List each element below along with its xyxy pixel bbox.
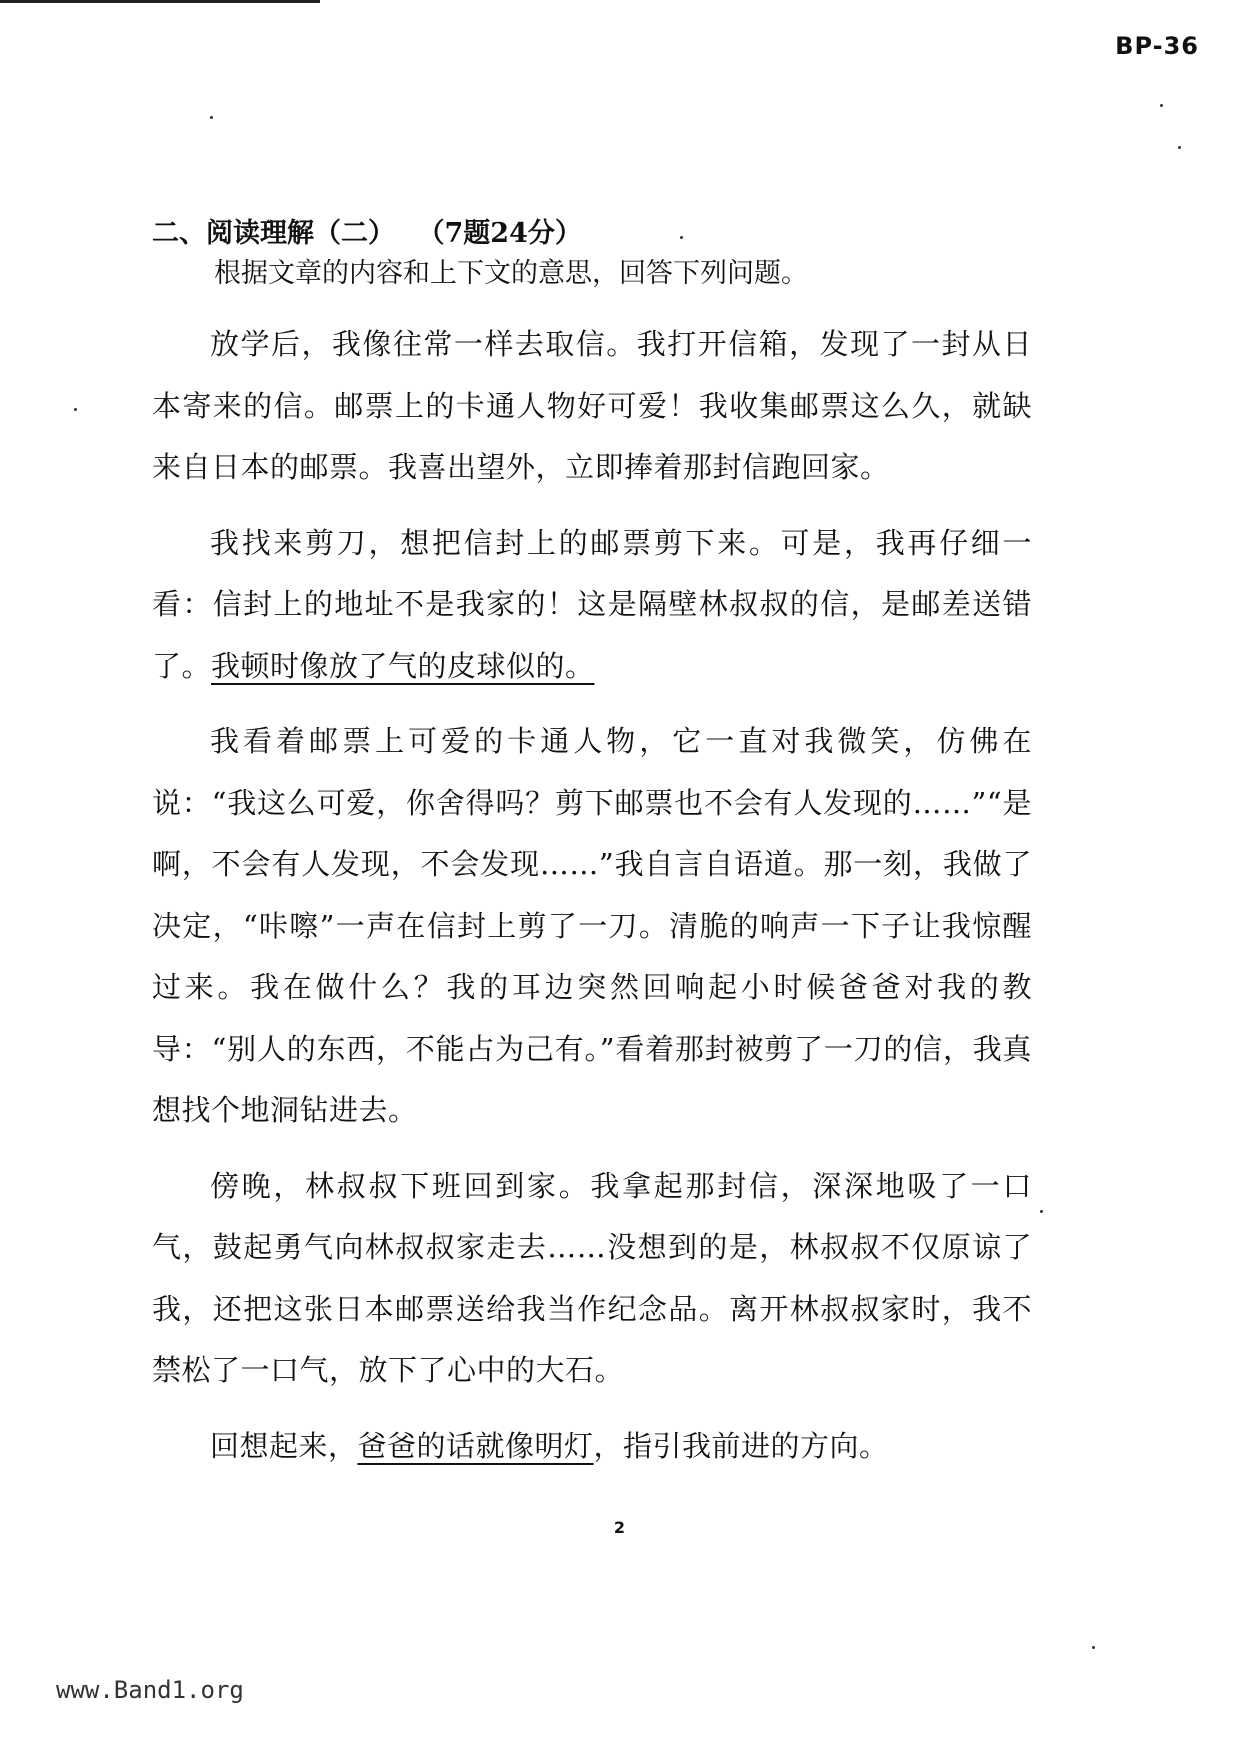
passage-paragraph-4: 傍晚，林叔叔下班回到家。我拿起那封信，深深地吸了一口气，鼓起勇气向林叔叔家走去……没想到的是，林叔叔不仅原谅了我，还把这张日本邮票送给我当作纪念品。离开林叔叔家时，我不禁松了一口气，放下了心中的大石。	[152, 1168, 1032, 1387]
passage-paragraph-5-end: ，指引我前进的方向。	[593, 1428, 889, 1463]
website-url: www.Band1.org	[56, 1676, 244, 1704]
scan-top-rule	[0, 0, 320, 3]
passage-paragraph-2	[152, 513, 1032, 698]
scan-speck	[680, 236, 683, 239]
section-title: 二、阅读理解（二）	[152, 218, 395, 249]
scan-speck	[1040, 1210, 1043, 1213]
page-code: BP-36	[1115, 32, 1199, 60]
section-heading	[152, 214, 1032, 254]
scan-speck	[1178, 146, 1181, 149]
scan-speck	[210, 116, 213, 119]
scan-speck	[1092, 1646, 1095, 1649]
passage-paragraph-5-start: 回想起来，	[210, 1428, 358, 1463]
section-points: （7题24分）	[431, 218, 582, 249]
reading-section	[152, 214, 1032, 1477]
passage-paragraph-2-text: 我找来剪刀，想把信封上的邮票剪下来。可是，我再仔细一看：信封上的地址不是我家的！这是隔壁林叔叔的信，是邮差送错了。	[152, 525, 1032, 683]
underlined-sentence-2: 爸爸的话就像明灯	[357, 1428, 594, 1463]
section-instruction: 根据文章的内容和上下文的意思，回答下列问题。	[214, 258, 808, 289]
scan-speck	[74, 408, 77, 411]
passage-paragraph-3: 我看着邮票上可爱的卡通人物，它一直对我微笑，仿佛在说：“我这么可爱，你舍得吗？剪下邮票也不会有人发现的……”“是啊，不会有人发现，不会发现……”我自言自语道。那一刻，我做了决定，“咔嚓”一声在信封上剪了一刀。清脆的响声一下子让我惊醒过来。我在做什么？我的耳边突然回响起小时候爸爸对我的教导：“别人的东西，不能占为己有。”看着那封被剪了一刀的信，我真想找个地洞钻进去。	[152, 724, 1032, 1127]
scan-speck	[1160, 104, 1163, 107]
underlined-sentence-1: 我顿时像放了气的皮球似的。	[211, 648, 595, 683]
page-number: 2	[613, 1518, 626, 1537]
passage-paragraph-5	[152, 1416, 1032, 1478]
passage-paragraph-1: 放学后，我像往常一样去取信。我打开信箱，发现了一封从日本寄来的信。邮票上的卡通人物好可爱！我收集邮票这么久，就缺来自日本的邮票。我喜出望外，立即捧着那封信跑回家。	[152, 327, 1032, 484]
